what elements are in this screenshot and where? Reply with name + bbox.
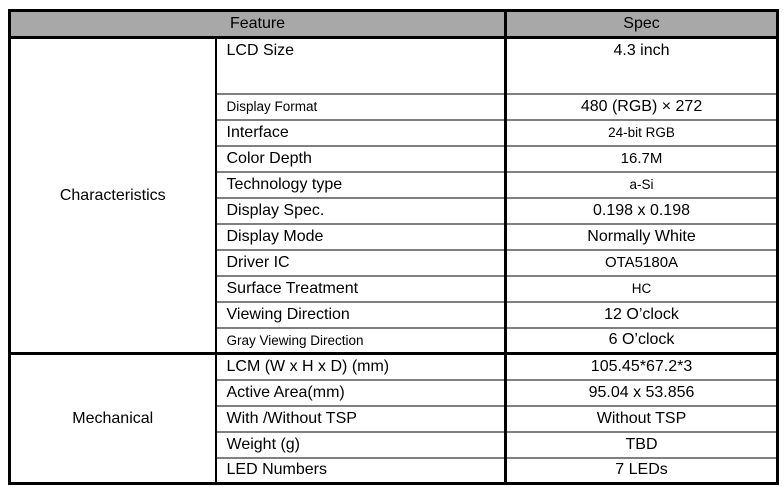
feature-cell: Technology type bbox=[216, 172, 506, 198]
feature-cell: Driver IC bbox=[216, 250, 506, 276]
feature-cell: Active Area(mm) bbox=[216, 380, 506, 406]
spec-cell: Normally White bbox=[506, 224, 778, 250]
spec-cell: 24-bit RGB bbox=[506, 120, 778, 146]
column-header-feature: Feature bbox=[10, 11, 506, 38]
feature-cell: With /Without TSP bbox=[216, 406, 506, 432]
feature-cell: Viewing Direction bbox=[216, 302, 506, 328]
feature-cell: Weight (g) bbox=[216, 432, 506, 458]
feature-cell: LCD Size bbox=[216, 38, 506, 94]
spec-cell: a-Si bbox=[506, 172, 778, 198]
feature-cell: Display Spec. bbox=[216, 198, 506, 224]
feature-cell: Surface Treatment bbox=[216, 276, 506, 302]
feature-cell: LED Numbers bbox=[216, 458, 506, 484]
feature-cell: Gray Viewing Direction bbox=[216, 328, 506, 354]
spec-cell: 95.04 x 53.856 bbox=[506, 380, 778, 406]
spec-cell: 4.3 inch bbox=[506, 38, 778, 94]
feature-cell: Color Depth bbox=[216, 146, 506, 172]
spec-cell: 7 LEDs bbox=[506, 458, 778, 484]
table-row bbox=[10, 354, 778, 380]
spec-cell: OTA5180A bbox=[506, 250, 778, 276]
table-row bbox=[10, 38, 778, 94]
group-cell-characteristics: Characteristics bbox=[10, 38, 216, 354]
spec-cell: HC bbox=[506, 276, 778, 302]
lcd-spec-table bbox=[8, 9, 779, 485]
spec-cell: 480 (RGB) × 272 bbox=[506, 94, 778, 120]
spec-cell: TBD bbox=[506, 432, 778, 458]
spec-cell: 0.198 x 0.198 bbox=[506, 198, 778, 224]
spec-cell: Without TSP bbox=[506, 406, 778, 432]
spec-cell: 105.45*67.2*3 bbox=[506, 354, 778, 380]
feature-cell: LCM (W x H x D) (mm) bbox=[216, 354, 506, 380]
header-row bbox=[10, 11, 778, 38]
spec-cell: 6 O’clock bbox=[506, 328, 778, 354]
feature-cell: Display Mode bbox=[216, 224, 506, 250]
group-cell-mechanical: Mechanical bbox=[10, 354, 216, 484]
spec-cell: 12 O’clock bbox=[506, 302, 778, 328]
feature-cell: Display Format bbox=[216, 94, 506, 120]
spec-cell: 16.7M bbox=[506, 146, 778, 172]
column-header-spec: Spec bbox=[506, 11, 778, 38]
feature-cell: Interface bbox=[216, 120, 506, 146]
